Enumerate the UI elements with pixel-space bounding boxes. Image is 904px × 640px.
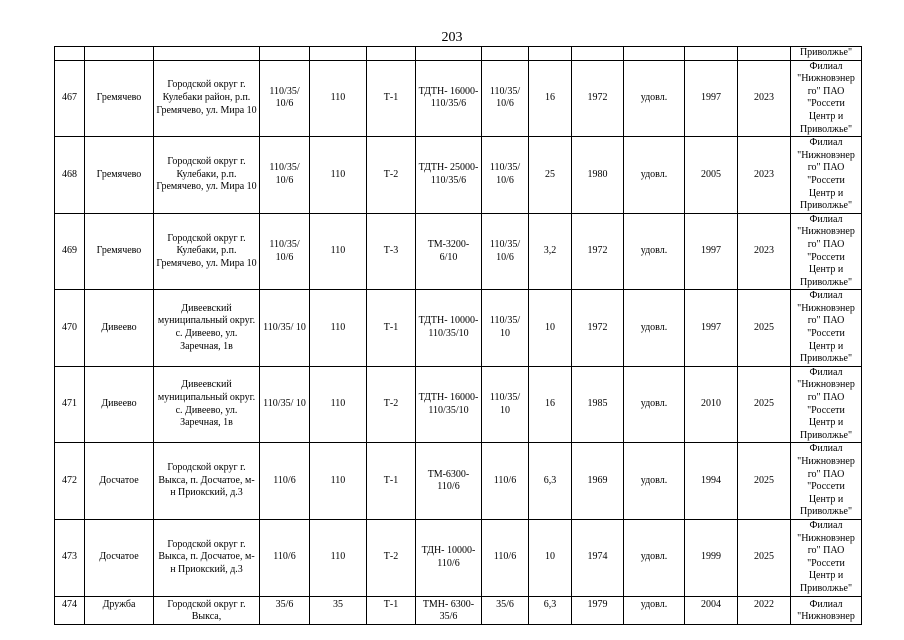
address-cell: Городской округ г. Кулебаки район, р.п. Гремячево, ул. Мира 10 [154,60,260,137]
planned-year-cell: 2023 [738,213,791,290]
condition-cell: удовл. [624,213,685,290]
substation-name-cell: Гремячево [85,213,154,290]
commission-year-cell: 1969 [572,443,624,520]
table-row-continued [55,47,862,61]
org-cell: Филиал "Нижновэнер [791,596,862,624]
condition-cell: удовл. [624,366,685,443]
row-number-cell: 474 [55,596,85,624]
condition-cell: удовл. [624,443,685,520]
power-cell: 6,3 [529,596,572,624]
voltage-cell: 110 [310,213,367,290]
dispatch-name-cell: Т-1 [367,60,416,137]
voltage-cell: 110 [310,519,367,596]
row-number-cell: 473 [55,519,85,596]
dispatch-name-cell: Т-3 [367,213,416,290]
address-cell: Городской округ г. Выкса, п. Досчатое, м-н Приокский, д.3 [154,443,260,520]
voltage-class-cell: 110/35/ 10/6 [260,213,310,290]
dispatch-name-cell: Т-1 [367,596,416,624]
table-body [55,47,862,625]
dispatch-name-cell: Т-2 [367,366,416,443]
substation-table [54,46,862,625]
repair-year-cell: 1997 [685,60,738,137]
planned-year-cell: 2022 [738,596,791,624]
dispatch-name-cell: Т-1 [367,290,416,367]
row-number-cell: 467 [55,60,85,137]
voltage-cell: 110 [310,366,367,443]
power-cell: 16 [529,60,572,137]
table-row [55,60,862,137]
transformer-model-cell: ТДТН- 25000- 110/35/6 [416,137,482,214]
commission-year-cell: 1979 [572,596,624,624]
commission-year-cell: 1974 [572,519,624,596]
transformer-model-cell: ТМ-6300- 110/6 [416,443,482,520]
substation-name-cell: Дружба [85,596,154,624]
voltage-cell: 35 [310,596,367,624]
table-row [55,137,862,214]
transformer-model-cell: ТМН- 6300-35/6 [416,596,482,624]
planned-year-cell: 2023 [738,137,791,214]
voltage-class-cell: 110/35/ 10 [260,366,310,443]
transformer-model-cell: ТДН- 10000- 110/6 [416,519,482,596]
commission-year-cell: 1972 [572,60,624,137]
transformer-model-cell: ТДТН- 16000- 110/35/6 [416,60,482,137]
table-row [55,519,862,596]
row-number-cell: 470 [55,290,85,367]
address-cell: Городской округ г. Выкса, [154,596,260,624]
transformer-voltage-cell: 110/35/ 10/6 [482,137,529,214]
transformer-model-cell: ТДТН- 16000- 110/35/10 [416,366,482,443]
condition-cell: удовл. [624,137,685,214]
table-row [55,443,862,520]
commission-year-cell: 1980 [572,137,624,214]
substation-name-cell: Досчатое [85,443,154,520]
voltage-class-cell: 35/6 [260,596,310,624]
commission-year-cell: 1972 [572,290,624,367]
substation-name-cell: Дивеево [85,366,154,443]
condition-cell: удовл. [624,290,685,367]
table-row [55,213,862,290]
repair-year-cell: 1997 [685,213,738,290]
power-cell: 10 [529,519,572,596]
transformer-voltage-cell: 110/6 [482,443,529,520]
power-cell: 25 [529,137,572,214]
voltage-class-cell: 110/35/ 10/6 [260,137,310,214]
dispatch-name-cell: Т-2 [367,137,416,214]
repair-year-cell: 1997 [685,290,738,367]
planned-year-cell: 2025 [738,443,791,520]
repair-year-cell: 2004 [685,596,738,624]
voltage-cell: 110 [310,60,367,137]
org-cell: Филиал "Нижновэнер го" ПАО "Россети Центр и Приволжье" [791,519,862,596]
power-cell: 16 [529,366,572,443]
condition-cell: удовл. [624,596,685,624]
transformer-model-cell: ТДТН- 10000- 110/35/10 [416,290,482,367]
transformer-voltage-cell: 110/35/ 10 [482,366,529,443]
table-row [55,596,862,624]
planned-year-cell: 2023 [738,60,791,137]
org-cell: Приволжье" [791,47,862,61]
address-cell: Дивеевский муниципальный округ. с. Дивеево, ул. Заречная, 1в [154,290,260,367]
commission-year-cell: 1972 [572,213,624,290]
address-cell: Дивеевский муниципальный округ. с. Дивеево, ул. Заречная, 1в [154,366,260,443]
substation-name-cell: Дивеево [85,290,154,367]
substation-name-cell: Досчатое [85,519,154,596]
voltage-class-cell: 110/6 [260,443,310,520]
org-cell: Филиал "Нижновэнер го" ПАО "Россети Центр и Приволжье" [791,60,862,137]
transformer-voltage-cell: 110/35/ 10/6 [482,213,529,290]
row-number-cell: 468 [55,137,85,214]
repair-year-cell: 2005 [685,137,738,214]
commission-year-cell: 1985 [572,366,624,443]
transformer-voltage-cell: 110/6 [482,519,529,596]
voltage-cell: 110 [310,443,367,520]
page-number: 203 [441,30,463,45]
address-cell: Городской округ г. Кулебаки, р.п. Гремячево, ул. Мира 10 [154,213,260,290]
repair-year-cell: 1994 [685,443,738,520]
voltage-class-cell: 110/35/ 10/6 [260,60,310,137]
voltage-class-cell: 110/6 [260,519,310,596]
repair-year-cell: 2010 [685,366,738,443]
condition-cell: удовл. [624,60,685,137]
planned-year-cell: 2025 [738,519,791,596]
dispatch-name-cell: Т-1 [367,443,416,520]
power-cell: 3,2 [529,213,572,290]
row-number-cell: 472 [55,443,85,520]
row-number-cell: 471 [55,366,85,443]
table-row [55,290,862,367]
power-cell: 10 [529,290,572,367]
dispatch-name-cell: Т-2 [367,519,416,596]
voltage-class-cell: 110/35/ 10 [260,290,310,367]
condition-cell: удовл. [624,519,685,596]
transformer-model-cell: ТМ-3200- 6/10 [416,213,482,290]
org-cell: Филиал "Нижновэнер го" ПАО "Россети Центр и Приволжье" [791,137,862,214]
org-cell: Филиал "Нижновэнер го" ПАО "Россети Центр и Приволжье" [791,443,862,520]
repair-year-cell: 1999 [685,519,738,596]
voltage-cell: 110 [310,137,367,214]
planned-year-cell: 2025 [738,366,791,443]
substation-name-cell: Гремячево [85,137,154,214]
transformer-voltage-cell: 110/35/ 10 [482,290,529,367]
row-number-cell: 469 [55,213,85,290]
substation-name-cell: Гремячево [85,60,154,137]
org-cell: Филиал "Нижновэнер го" ПАО "Россети Центр и Приволжье" [791,290,862,367]
address-cell: Городской округ г. Кулебаки, р.п. Гремячево, ул. Мира 10 [154,137,260,214]
transformer-voltage-cell: 35/6 [482,596,529,624]
power-cell: 6,3 [529,443,572,520]
voltage-cell: 110 [310,290,367,367]
address-cell: Городской округ г. Выкса, п. Досчатое, м-н Приокский, д.3 [154,519,260,596]
planned-year-cell: 2025 [738,290,791,367]
org-cell: Филиал "Нижновэнер го" ПАО "Россети Центр и Приволжье" [791,366,862,443]
table-row [55,366,862,443]
transformer-voltage-cell: 110/35/ 10/6 [482,60,529,137]
org-cell: Филиал "Нижновэнер го" ПАО "Россети Центр и Приволжье" [791,213,862,290]
